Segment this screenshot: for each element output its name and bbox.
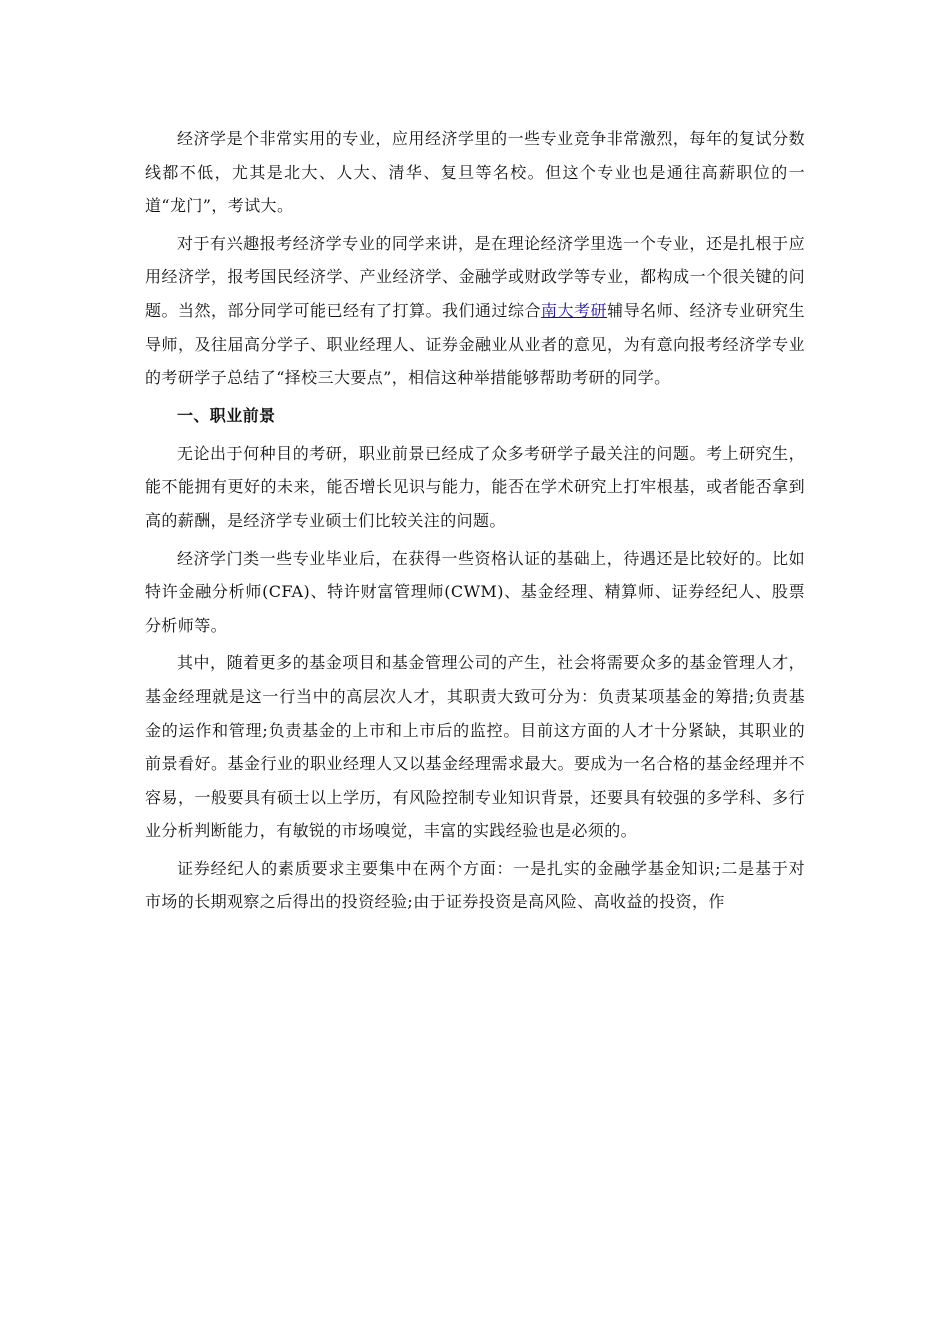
- paragraph-securities-broker: 证券经纪人的素质要求主要集中在两个方面：一是扎实的金融学基金知识;二是基于对市场的长期观察之后得出的投资经验;由于证券投资是高风险、高收益的投资，作: [145, 858, 805, 912]
- section-heading-career: 一、职业前景: [177, 405, 276, 425]
- paragraph-intro: 经济学是个非常实用的专业，应用经济学里的一些专业竞争非常激烈，每年的复试分数线都不低，尤其是北大、人大、清华、复旦等名校。但这个专业也是通往高薪职位的一道“龙门”，考试大。: [145, 129, 805, 216]
- paragraph-certifications: 经济学门类一些专业毕业后，在获得一些资格认证的基础上，待遇还是比较好的。比如特许金融分析师(CFA)、特许财富管理师(CWM)、基金经理、精算师、证券经纪人、股票分析师等。: [145, 548, 805, 635]
- nanda-kaoyan-link[interactable]: 南大考研: [541, 300, 608, 320]
- paragraph-fund-manager: 其中，随着更多的基金项目和基金管理公司的产生，社会将需要众多的基金管理人才，基金经理就是这一行当中的高层次人才，其职责大致可分为：负责某项基金的筹措;负责基金的运作和管理;负责基金的上市和上市后的监控。目前这方面的人才十分紧缺，其职业的前景看好。基金行业的职业经理人又以基金经理需求最大。要成为一名合格的基金经理并不容易，一般要具有硕士以上学历，有风险控制专业知识背景，还要具有较强的多学科、多行业分析判断能力，有敏锐的市场嗅觉，丰富的实践经验也是必须的。: [145, 653, 805, 841]
- paragraph-school-choice: [145, 227, 805, 395]
- paragraph-text: 对于有兴趣报考经济学专业的同学来讲，是在理论经济学里选一个专业，还是扎根于应用经济学，报考国民经济学、产业经济学、金融学或财政学等专业，都构成一个很关键的问题。当然，部分同学可能已经有了打算。我们通过综合: [145, 233, 805, 320]
- document-body: [145, 122, 805, 923]
- paragraph-text: 辅导名师、经济专业研究生导师，及往届高分学子、职业经理人、证券金融业从业者的意见，为有意向报考经济学专业的考研学子总结了“择校三大要点”，相信这种举措能够帮助考研的同学。: [145, 300, 805, 388]
- paragraph-career-concern: 无论出于何种目的考研，职业前景已经成了众多考研学子最关注的问题。考上研究生，能不能拥有更好的未来，能否增长见识与能力，能否在学术研究上打牢根基，或者能否拿到高的薪酬，是经济学专业硕士们比较关注的问题。: [145, 443, 805, 530]
